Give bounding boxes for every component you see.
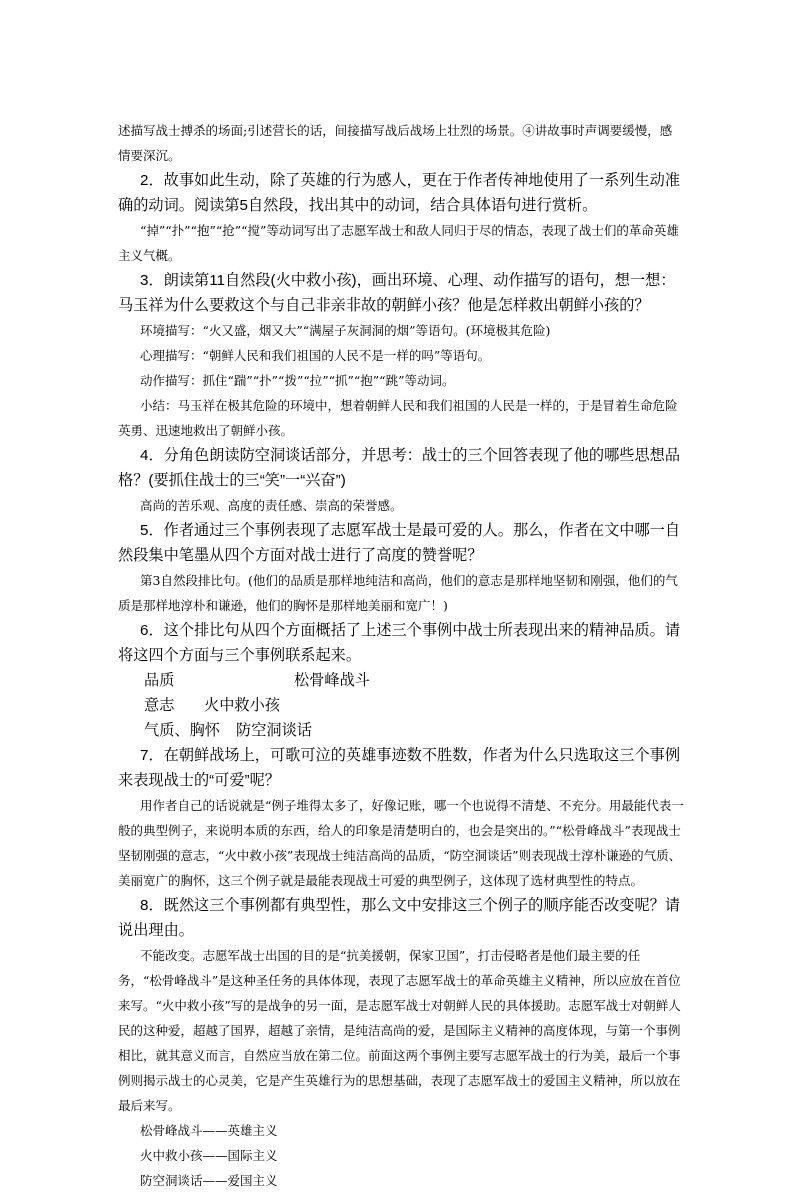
- answer-8-line-3: 防空洞谈话——爱国主义: [140, 1173, 278, 1188]
- question-2: 2．故事如此生动，除了英雄的行为感人，更在于作者传神地使用了一系列生动准确的动词。阅读第5自然段，找出其中的动词，结合具体语句进行赏析。: [118, 172, 681, 214]
- answer-2: “掉”“扑”“抱”“抢”“搅”等动词写出了志愿军战士和敌人同归于尽的情态，表现了战士们的革命英雄主义气概。: [118, 223, 679, 263]
- answer-3-psychology: 心理描写：“朝鲜人民和我们祖国的人民不是一样的吗”等语句。: [140, 348, 491, 363]
- answer-7: 用作者自己的话说就是“例子堆得太多了，好像记账，哪一个也说得不清楚、不充分。用最能代表一般的典型例子，来说明本质的东西，给人的印象是清楚明白的，也会是突出的。”“松骨峰战斗”表现战士坚韧刚强的意志，“火中救小孩”表现战士纯洁高尚的品质，“防空洞谈话”则表现战士淳朴谦逊的气质、美丽宽广的胸怀，这三个例子就是最能表现战士可爱的典型例子，这体现了选材典型性的特点。: [118, 798, 684, 888]
- match-table: [118, 668, 684, 743]
- answer-3-summary: 小结：马玉祥在极其危险的环境中，想着朝鲜人民和我们祖国的人民是一样的，于是冒着生命危险英勇、迅速地救出了朝鲜小孩。: [118, 398, 678, 438]
- match-row-3: 气质、胸怀 防空洞谈话: [144, 722, 312, 739]
- document-page: [118, 118, 684, 1193]
- answer-5: 第3自然段排比句。(他们的品质是那样地纯洁和高尚，他们的意志是那样地坚韧和刚强，他们的气质是那样地淳朴和谦逊，他们的胸怀是那样地美丽和宽广！): [118, 573, 678, 613]
- answer-3-action: 动作描写：抓住“踹”“扑”“拨”“拉”“抓”“抱”“跳”等动词。: [140, 373, 455, 388]
- answer-continued: 述描写战士搏杀的场面;引述营长的话，间接描写战后战场上壮烈的场景。④讲故事时声调要缓慢，感情要深沉。: [118, 123, 673, 163]
- match-row-1: 品质 松骨峰战斗: [144, 672, 370, 689]
- answer-8-line-2: 火中救小孩——国际主义: [140, 1148, 278, 1163]
- question-4: 4．分角色朗读防空洞谈话部分，并思考：战士的三个回答表现了他的哪些思想品格？(要抓住战士的三“笑”一“兴奋”): [118, 447, 681, 489]
- answer-4: 高尚的苦乐观、高度的责任感、崇高的荣誉感。: [140, 498, 403, 513]
- answer-3-environment: 环境描写：“火又盛，烟又大”“满屋子灰洞洞的烟”等语句。(环境极其危险): [140, 323, 551, 338]
- question-7: 7．在朝鲜战场上，可歌可泣的英雄事迹数不胜数，作者为什么只选取这三个事例来表现战士的“可爱”呢？: [118, 747, 681, 789]
- match-row-2: 意志 火中救小孩: [144, 697, 280, 714]
- question-5: 5．作者通过三个事例表现了志愿军战士是最可爱的人。那么，作者在文中哪一自然段集中笔墨从四个方面对战士进行了高度的赞誉呢？: [118, 522, 681, 564]
- answer-8: 不能改变。志愿军战士出国的目的是“抗美援朝，保家卫国”，打击侵略者是他们最主要的任务，“松骨峰战斗”是这种圣任务的具体体现，表现了志愿军战士的革命英雄主义精神，所以应放在首位来写。“火中救小孩”写的是战争的另一面，是志愿军战士对朝鲜人民的具体援助。志愿军战士对朝鲜人民的这种爱，超越了国界，超越了亲情，是纯洁高尚的爱，是国际主义精神的高度体现，与第一个事例相比，就其意义而言，自然应当放在第二位。前面这两个事例主要写志愿军战士的行为美，最后一个事例则揭示战士的心灵美，它是产生英雄行为的思想基础，表现了志愿军战士的爱国主义精神，所以放在最后来写。: [118, 948, 681, 1113]
- question-8: 8．既然这三个事例都有典型性，那么文中安排这三个例子的顺序能否改变呢？请说出理由。: [118, 897, 681, 939]
- answer-8-line-1: 松骨峰战斗——英雄主义: [140, 1123, 278, 1138]
- question-6: 6．这个排比句从四个方面概括了上述三个事例中战士所表现出来的精神品质。请将这四个方面与三个事例联系起来。: [118, 622, 681, 664]
- question-3: 3．朗读第11自然段(火中救小孩)，画出环境、心理、动作描写的语句，想一想：马玉祥为什么要救这个与自己非亲非故的朝鲜小孩？他是怎样救出朝鲜小孩的？: [118, 272, 676, 314]
